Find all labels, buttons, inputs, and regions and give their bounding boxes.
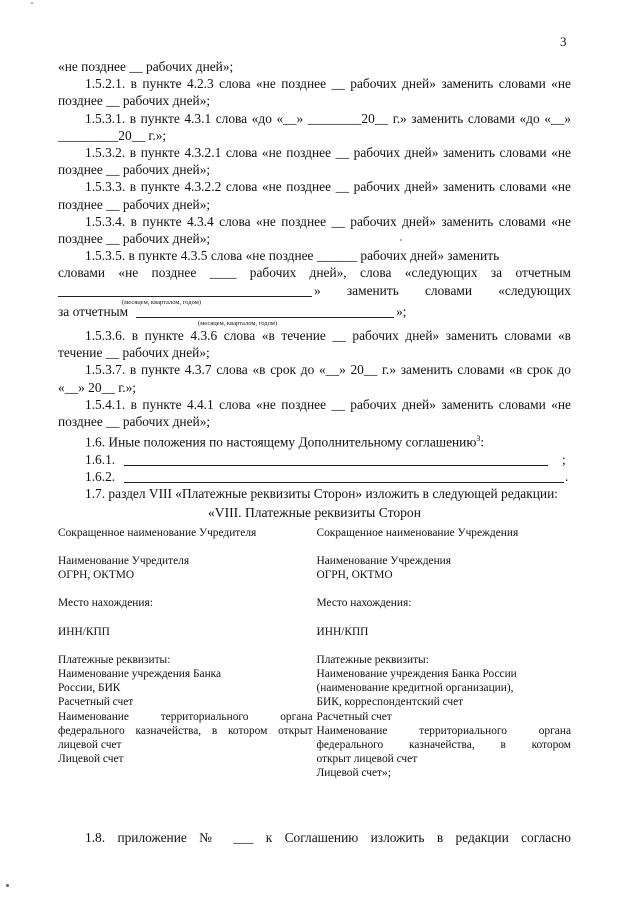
institution-bank-1: Наименование учреждения Банка России [316,667,517,680]
paragraph-1-6-2-label: 1.6.2. [85,469,116,485]
institution-treasury-1: Наименование территориального органа [316,724,571,737]
founder-ogrn: ОГРН, ОКТМО [58,569,135,582]
founder-account: Расчетный счет [58,696,134,709]
page-number: 3 [560,34,567,49]
founder-name: Наименование Учредителя [58,554,190,567]
paragraph-1-5-3-5-line3-text: » заменить словами «следующих [314,282,571,298]
paragraph-1-5-3-3: 1.5.3.3. в пункте 4.3.2.2 слова «не позднее __ рабочих дней» заменить словами «не позднее __ рабочих дней»; [58,179,571,212]
institution-column [317,526,572,781]
blank-line-1-6-1 [124,453,548,466]
period-hint-1: (месяцем, кварталом, годом) [122,298,201,306]
paragraph-1-5-3-2: 1.5.3.2. в пункте 4.3.2.1 слова «не позднее __ рабочих дней» заменить словами «не позднее __ рабочих дней»; [58,145,571,178]
founder-column [58,526,313,781]
founder-treasury-2: федерального казначейства, в котором открыт [58,724,313,737]
founder-bank-1: Наименование учреждения Банка [58,667,222,680]
founder-short-name: Сокращенное наименование Учредителя [58,526,257,539]
founder-treasury-3: лицевой счет [58,738,122,751]
blank-line-1-6-2 [124,470,564,483]
paragraph-1-6-colon: : [480,434,485,450]
paragraph-1-5-3-5-line3 [58,282,571,306]
paragraph-1-7: 1.7. раздел VIII «Платежные реквизиты Сторон» изложить в следующей редакции: [85,486,558,502]
paragraph-1-5-3-5-line4 [58,303,571,327]
institution-ogrn: ОГРН, ОКТМО [316,569,393,582]
institution-treasury-2: федерального казначейства, в котором [316,738,571,751]
institution-name: Наименование Учреждения [316,554,452,567]
paragraph-1-6 [58,430,571,451]
paragraph-1-5-3-4: 1.5.3.4. в пункте 4.3.4 слова «не позднее __ рабочих дней» заменить словами «не позднее __ рабочих дней»; [58,213,571,247]
paragraph-1-5-2-1: 1.5.2.1. в пункте 4.2.3 слова «не позднее __ рабочих дней» заменить словами «не позднее __ рабочих дней»; [58,76,571,109]
paragraph-1-6-text: 1.6. Иные положения по настоящему Дополнительному соглашению [85,434,477,450]
blank-period-field-2 [136,305,394,318]
paragraph-1-6-1-end: ; [562,451,566,467]
founder-location: Место нахождения: [58,597,153,610]
footnote-mark: 3 [476,434,481,444]
founder-bank-2: России, БИК [58,682,121,695]
founder-personal-account: Лицевой счет [58,753,124,766]
scan-speck [31,2,33,4]
institution-account: Расчетный счет [316,710,392,723]
paragraph-1-5-3-6: 1.5.3.6. в пункте 4.3.6 слова «в течение __ рабочих дней» заменить словами «в течение __ рабочих дней»; [58,328,571,361]
founder-pay-title: Платежные реквизиты: [58,653,171,666]
institution-personal-account: Лицевой счет»; [316,767,391,780]
paragraph-1-5-4-1: 1.5.4.1. в пункте 4.4.1 слова «не позднее __ рабочих дней» заменить словами «не позднее __ рабочих дней»; [58,396,571,430]
section-title: «VIII. Платежные реквизиты Сторон [207,505,422,521]
institution-treasury-3: открыт лицевой счет [316,753,418,766]
period-hint-2: (месяцем, кварталом, годом) [198,319,277,327]
founder-treasury-1: Наименование территориального органа [58,710,313,723]
paragraph-1-5-3-7: 1.5.3.7. в пункте 4.3.7 слова «в срок до «__» 20__ г.» заменить словами «в срок до «__» 20__ г.»; [58,362,571,395]
paragraph-1-5-3-5-line1: 1.5.3.5. в пункте 4.3.5 слова «не позднее ______ рабочих дней» заменить [85,248,500,264]
founder-inn: ИНН/КПП [58,625,110,638]
institution-pay-title: Платежные реквизиты: [316,653,429,666]
institution-inn: ИНН/КПП [316,625,369,638]
paragraph-1-6-2-end: . [565,469,569,485]
paragraph-1-5-3-5-line2: словами «не позднее ____ рабочих дней», слова «следующих за отчетным [58,265,571,281]
scan-mark [6,884,9,887]
paragraph-1-6-2 [58,468,571,485]
paragraph-1-5-3-5-line4-end: »; [396,303,407,319]
paragraph-1-6-1-label: 1.6.1. [85,451,116,467]
document-body [58,58,571,781]
institution-bank-2: (наименование кредитной организации), [316,682,514,695]
scan-speck [400,239,402,241]
paragraph-1-5-3-5-line4-text: за отчетным [58,303,129,319]
blank-period-field-1 [58,284,312,297]
paragraph-continuation: «не позднее __ рабочих дней»; [58,59,234,74]
institution-short-name: Сокращенное наименование Учреждения [316,526,519,539]
paragraph-1-8: 1.8. приложение № ___ к Соглашению изложить в редакции согласно [85,830,571,845]
paragraph-1-5-3-1: 1.5.3.1. в пункте 4.3.1 слова «до «__» ________20__ г.» заменить словами «до «__» _________20__ г.»; [58,110,571,143]
institution-bank-3: БИК, корреспондентский счет [316,696,464,709]
requisites-table [58,526,571,781]
institution-location: Место нахождения: [316,597,412,610]
paragraph-1-6-1 [58,451,571,468]
